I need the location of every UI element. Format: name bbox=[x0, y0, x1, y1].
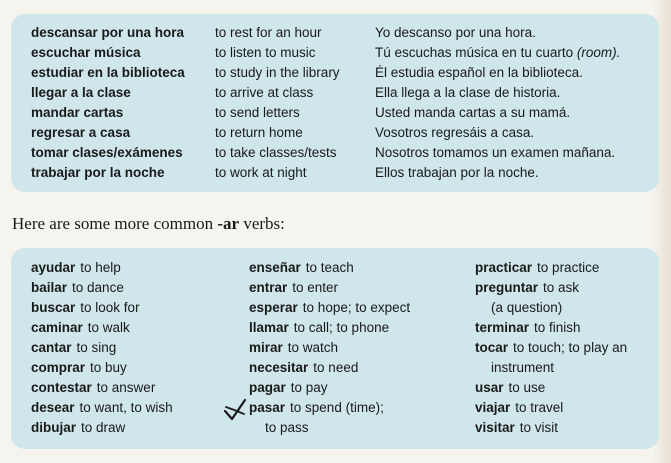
english-phrase: to listen to music bbox=[215, 45, 316, 60]
english-phrase: to send letters bbox=[215, 105, 300, 120]
verb-gloss-continued: instrument bbox=[491, 360, 555, 375]
verb: viajar bbox=[475, 400, 511, 415]
verb: necesitar bbox=[249, 360, 309, 375]
spanish-phrase: llegar a la clase bbox=[31, 85, 131, 100]
verb-gloss: to practice bbox=[537, 260, 600, 275]
list-item bbox=[249, 378, 410, 398]
english-phrase: to arrive at class bbox=[215, 85, 314, 100]
example-sentence: Nosotros tomamos un examen mañana. bbox=[375, 145, 616, 160]
list-item bbox=[475, 298, 627, 318]
example-sentence: Ellos trabajan por la noche. bbox=[375, 165, 539, 180]
list-item bbox=[31, 398, 173, 418]
verb-gloss: to help bbox=[80, 260, 121, 275]
list-item bbox=[31, 278, 173, 298]
verb-column-2 bbox=[249, 258, 410, 438]
verb-gloss: to touch; to play an bbox=[513, 340, 628, 355]
verb-gloss-continued: (a question) bbox=[491, 300, 563, 315]
verb: enseñar bbox=[249, 260, 301, 275]
verb: comprar bbox=[31, 360, 86, 375]
english-phrase: to work at night bbox=[215, 165, 307, 180]
table-row bbox=[11, 44, 659, 64]
verb-gloss: to pay bbox=[290, 380, 328, 395]
heading-text-end: verbs: bbox=[239, 214, 285, 233]
example-note: (room). bbox=[576, 45, 621, 60]
heading-text: Here are some more common bbox=[12, 214, 218, 233]
spanish-phrase: estudiar en la biblioteca bbox=[31, 65, 185, 80]
list-item bbox=[475, 278, 627, 298]
verb-gloss: to ask bbox=[543, 280, 580, 295]
verb-gloss: to spend (time); bbox=[290, 400, 384, 415]
list-item bbox=[249, 338, 410, 358]
spanish-phrase: tomar clases/exámenes bbox=[31, 145, 183, 160]
spanish-phrase: mandar cartas bbox=[31, 105, 124, 120]
handwritten-check-mark-icon bbox=[222, 398, 248, 422]
verb: pagar bbox=[249, 380, 286, 395]
table-row bbox=[11, 64, 659, 84]
verb-gloss: to visit bbox=[519, 420, 559, 435]
verb-gloss: to dance bbox=[72, 280, 124, 295]
verb-gloss: to teach bbox=[305, 260, 354, 275]
verb: caminar bbox=[31, 320, 83, 335]
list-item bbox=[475, 358, 627, 378]
verb: desear bbox=[31, 400, 75, 415]
verb-gloss: to buy bbox=[90, 360, 127, 375]
example-sentence: Usted manda cartas a su mamá. bbox=[375, 105, 571, 120]
list-item bbox=[249, 358, 410, 378]
example-sentence: Él estudia español en la biblioteca. bbox=[375, 65, 583, 80]
list-item bbox=[249, 318, 410, 338]
verb: practicar bbox=[475, 260, 533, 275]
example-sentence: Yo descanso por una hora. bbox=[375, 25, 536, 40]
spanish-phrase: regresar a casa bbox=[31, 125, 131, 140]
spanish-phrase: descansar por una hora bbox=[31, 25, 185, 40]
verb: ayudar bbox=[31, 260, 76, 275]
verb: cantar bbox=[31, 340, 72, 355]
verb-gloss: to use bbox=[508, 380, 546, 395]
verb-column-1 bbox=[31, 258, 173, 438]
verb-gloss: to walk bbox=[87, 320, 130, 335]
list-item bbox=[31, 378, 173, 398]
list-item bbox=[475, 418, 627, 438]
spanish-phrase: trabajar por la noche bbox=[31, 165, 165, 180]
verb-gloss: to sing bbox=[76, 340, 117, 355]
verb: terminar bbox=[475, 320, 530, 335]
list-item bbox=[475, 338, 627, 358]
list-item bbox=[249, 418, 410, 438]
verb-gloss: to answer bbox=[96, 380, 156, 395]
verb: bailar bbox=[31, 280, 68, 295]
list-item bbox=[31, 358, 173, 378]
verb-gloss-continued: to pass bbox=[265, 420, 309, 435]
spanish-phrase: escuchar música bbox=[31, 45, 141, 60]
verb: usar bbox=[475, 380, 504, 395]
verb: esperar bbox=[249, 300, 298, 315]
verb: pasar bbox=[249, 400, 286, 415]
table-row bbox=[11, 104, 659, 124]
list-item bbox=[249, 258, 410, 278]
table-row bbox=[11, 164, 659, 184]
verb: preguntar bbox=[475, 280, 539, 295]
list-item bbox=[475, 378, 627, 398]
example-sentence: Vosotros regresáis a casa. bbox=[375, 125, 535, 140]
list-item bbox=[475, 258, 627, 278]
example-sentence bbox=[375, 44, 620, 62]
verb-gloss: to finish bbox=[534, 320, 581, 335]
list-item bbox=[475, 398, 627, 418]
verb-gloss: to call; to phone bbox=[293, 320, 390, 335]
verb-gloss: to want, to wish bbox=[79, 400, 173, 415]
verb: mirar bbox=[249, 340, 283, 355]
english-phrase: to return home bbox=[215, 125, 303, 140]
english-phrase: to take classes/tests bbox=[215, 145, 337, 160]
verb-column-3 bbox=[475, 258, 627, 438]
table-row bbox=[11, 24, 659, 44]
list-item bbox=[475, 318, 627, 338]
list-item bbox=[31, 318, 173, 338]
example-sentence: Ella llega a la clase de historia. bbox=[375, 85, 561, 100]
list-item bbox=[249, 278, 410, 298]
list-item bbox=[31, 258, 173, 278]
verb: llamar bbox=[249, 320, 289, 335]
section-heading bbox=[12, 214, 285, 234]
verb-gloss: to enter bbox=[292, 280, 339, 295]
verb: entrar bbox=[249, 280, 288, 295]
table-row bbox=[11, 144, 659, 164]
verb: contestar bbox=[31, 380, 92, 395]
table-row bbox=[11, 84, 659, 104]
verb-gloss: to travel bbox=[515, 400, 564, 415]
list-item bbox=[31, 298, 173, 318]
verb-gloss: to hope; to expect bbox=[302, 300, 411, 315]
verb-list-box bbox=[11, 248, 659, 449]
list-item bbox=[249, 398, 410, 418]
english-phrase: to study in the library bbox=[215, 65, 340, 80]
verb-gloss: to draw bbox=[81, 420, 126, 435]
verb: buscar bbox=[31, 300, 76, 315]
list-item bbox=[31, 338, 173, 358]
example-text: Tú escuchas música en tu cuarto bbox=[375, 45, 574, 60]
verb-gloss: to look for bbox=[80, 300, 140, 315]
list-item bbox=[31, 418, 173, 438]
verb: tocar bbox=[475, 340, 509, 355]
verb-gloss: to need bbox=[313, 360, 359, 375]
heading-bold-text: -ar bbox=[217, 214, 240, 233]
phrase-table-box bbox=[11, 14, 659, 192]
verb-gloss: to watch bbox=[287, 340, 339, 355]
english-phrase: to rest for an hour bbox=[215, 25, 322, 40]
verb: visitar bbox=[475, 420, 515, 435]
table-row bbox=[11, 124, 659, 144]
list-item bbox=[249, 298, 410, 318]
verb: dibujar bbox=[31, 420, 77, 435]
